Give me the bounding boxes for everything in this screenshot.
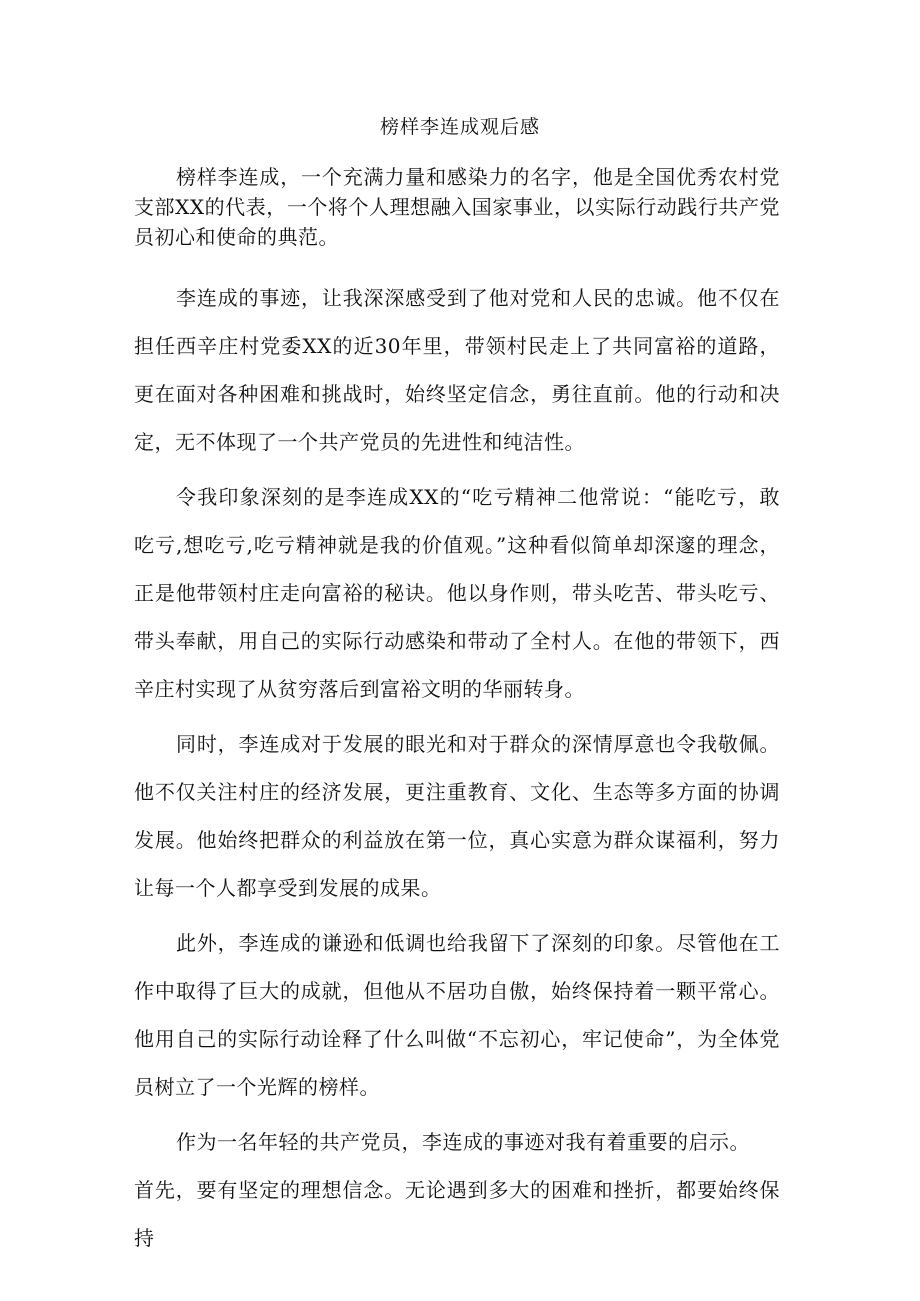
paragraph-6: 作为一名年轻的共产党员，李连成的事迹对我有着重要的启示。	[176, 1130, 750, 1154]
paragraph-4: 同时，李连成对于发展的眼光和对于群众的深情厚意也令我敬佩。他不仅关注村庄的经济发展，更注重教育、文化、生态等多方面的协调发展。他始终把群众的利益放在第一位，真心实意为群众谋福利，努力让每一个人都享受到发展的成果。	[134, 732, 780, 900]
paragraph-5: 此外，李连成的谦逊和低调也给我留下了深刻的印象。尽管他在工作中取得了巨大的成就，但他从不居功自傲，始终保持着一颗平常心。他用自己的实际行动诠释了什么叫做“不忘初心，牢记使命”，为全体党员树立了一个光辉的榜样。	[134, 931, 780, 1099]
paragraph-2: 李连成的事迹，让我深深感受到了他对党和人民的忠诚。他不仅在担任西辛庄村党委XX的近30年里，带领村民走上了共同富裕的道路，更在面对各种困难和挑战时，始终坚定信念，勇往直前。他的行动和决定，无不体现了一个共产党员的先进性和纯洁性。	[134, 286, 780, 454]
paragraph-7: 首先，要有坚定的理想信念。无论遇到多大的困难和挫折，都要始终保持	[134, 1178, 780, 1250]
paragraph-1: 榜样李连成，一个充满力量和感染力的名字，他是全国优秀农村党支部XX的代表，一个将个人理想融入国家事业，以实际行动践行共产党员初心和使命的典范。	[134, 165, 780, 249]
paragraph-3: 令我印象深刻的是李连成XX的“吃亏精神二他常说：“能吃亏，敢吃亏,想吃亏,吃亏精神就是我的价值观。”这种看似简单却深邃的理念，正是他带领村庄走向富裕的秘诀。他以身作则，带头吃苦、带头吃亏、带头奉献，用自己的实际行动感染和带动了全村人。在他的带领下，西辛庄村实现了从贫穷落后到富裕文明的华丽转身。	[134, 485, 780, 701]
document-body	[134, 162, 780, 1262]
document-title: 榜样李连成观后感	[379, 116, 540, 138]
